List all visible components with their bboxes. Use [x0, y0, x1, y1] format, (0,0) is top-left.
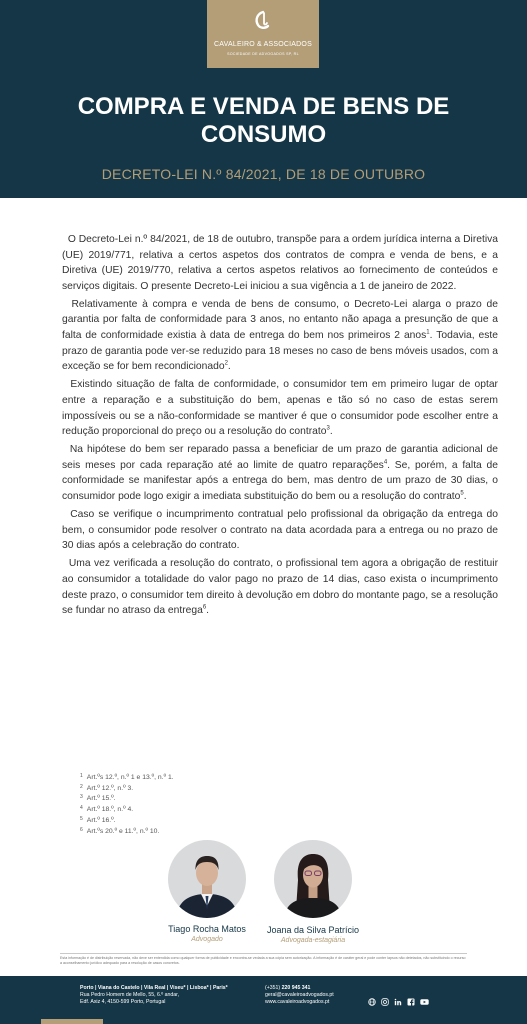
person-name: Joana da Silva Patrício	[266, 925, 360, 935]
footer-phone[interactable]: (+351) 220 945 341	[265, 985, 311, 991]
divider	[60, 953, 467, 954]
title-line-1: COMPRA E VENDA DE BENS DE	[77, 93, 450, 120]
instagram-icon[interactable]	[381, 993, 389, 1001]
title-line-2: CONSUMO	[200, 121, 327, 148]
logo-name: CAVALEIRO & ASSOCIADOS	[214, 41, 312, 48]
footnote-ref-4[interactable]: 4	[383, 459, 388, 466]
footer-offices: Porto | Viana do Castelo | Vila Real | Viseu* | Lisboa* | Paris*	[80, 985, 228, 991]
linkedin-icon[interactable]	[394, 993, 402, 1001]
person-role: Advogada-estagiária	[280, 937, 346, 944]
footer-email[interactable]: geral@cavaleiroadvogados.pt	[265, 992, 334, 998]
person-role: Advogado	[191, 936, 223, 943]
footnote-ref-5[interactable]: 5	[460, 490, 464, 497]
footnote-ref-2[interactable]: 2	[224, 360, 228, 367]
disclaimer: Esta informação é de distribuição reservada, não deve ser entendida como qualquer forma de publicidade e encontra-se vedada a sua cópia sem autorização. A informação é de caráter geral e pode conter lapsos não detetados, não substituindo o recurso a aconselhamento jurídico adequado para a resolução de casos concretos.	[60, 956, 466, 965]
globe-icon[interactable]	[368, 993, 376, 1001]
footer-address-line-2: Edf. Axiz 4, 4150-599 Porto, Portugal	[80, 999, 166, 1005]
footnote-item: $^2$ Art.º 12.º, n.º 3.	[80, 783, 134, 792]
paragraph-1: O Decreto-Lei n.º 84/2021, de 18 de outubro, transpõe para a ordem jurídica interna a Diretiva (UE) 2019/771, relativa a certos aspetos dos contratos de compra e venda de bens, e a Diretiva (UE) 2019/770, relativa a certos aspetos relativos ao fornecimento de conteúdos e serviços digitais. O presente Decreto-Lei iniciou a sua vigência a 1 de janeiro de 2022.	[62, 234, 498, 292]
footnote-item: $^4$ Art.º 18.º, n.º 4.	[80, 805, 134, 814]
paragraph-6: Uma vez verificada a resolução do contrato, o profissional tem agora a obrigação de restituir ao consumidor a totalidade do valor pago no prazo de 14 dias, caso exista o incumprimento deste prazo, o consumidor tem direito à devolução em dobro do montante pago, se a resolução se fundar no atraso da entrega$^6$.	[62, 558, 498, 617]
footnote-item: $^6$ Art.ºs 20.º e 11.º, n.º 10.	[80, 826, 160, 835]
logo-subtitle: SOCIEDADE DE ADVOGADOS SP, RL	[227, 52, 299, 56]
page-title	[0, 93, 527, 149]
avatar-tiago	[168, 840, 246, 918]
header-banner	[0, 0, 527, 198]
footnote-ref-6[interactable]: 6	[202, 604, 207, 611]
youtube-icon[interactable]	[420, 993, 428, 1001]
paragraph-3: Existindo situação de falta de conformidade, o consumidor tem em primeiro lugar de optar entre a reparação e a substituição do bem, apenas e tão só no caso de estas serem impossíveis ou se a não-conformidade se mantiver é que o consumidor pode escolher entre a redução proporcional do preço ou a resolução do contrato$^3$.	[62, 379, 498, 438]
logo[interactable]	[207, 0, 319, 68]
paragraph-2: Relativamente à compra e venda de bens de consumo, o Decreto-Lei alarga o prazo de garantia por falta de conformidade para 3 anos, no entanto não apaga a presunção de que a falta de conformidade existia à data de entrega do bem nos primeiros 2 anos$^1$. Todavia, este prazo de garantia pode ver-se reduzido para 18 meses no caso de bens móveis usados, com a exceção se for bem recondicionado$^2$.	[62, 298, 498, 373]
paragraph-4: Na hipótese do bem ser reparado passa a beneficiar de um prazo de garantia adicional de seis meses por cada reparação até ao limite de quatro reparações$^4$. Se, porém, a falta de conformidade se manifestar após a entrega do bem, mas dentro de um prazo de 30 dias, o consumidor pode logo exigir a imediata substituição do bem ou a resolução do contrato$^5$.	[62, 444, 498, 502]
social-icons	[368, 993, 428, 1003]
paragraph-5: Caso se verifique o incumprimento contratual pelo profissional da obrigação da entrega do bem, o consumidor pode resolver o contrato na data acordada para a entrega ou no prazo de 30 dias após a celebração do contrato.	[62, 509, 498, 552]
footnote-item: $^5$ Art.º 16.º.	[80, 815, 116, 824]
footnote-ref-3[interactable]: 3	[326, 425, 330, 432]
facebook-icon[interactable]	[407, 993, 415, 1001]
footer	[0, 976, 527, 1024]
footnotes	[80, 772, 380, 836]
footer-website[interactable]: www.cavaleiroadvogados.pt	[265, 999, 330, 1005]
footnote-ref-1[interactable]: 1	[426, 329, 430, 336]
footnote-item: $^3$ Art.º 15.º.	[80, 794, 116, 803]
article-body	[62, 232, 498, 621]
person-name: Tiago Rocha Matos	[168, 924, 246, 934]
footer-accent-bar	[41, 1019, 103, 1024]
page-subtitle: DECRETO-LEI N.º 84/2021, DE 18 DE OUTUBRO	[101, 166, 426, 182]
footer-address-line-1: Rua Pedro Homem de Mello, 55, 6.º andar,	[80, 992, 180, 998]
logo-mark-icon	[253, 10, 273, 32]
footnote-item: $^1$ Art.ºs 12.º, n.º 1 e 13.º, n.º 1.	[80, 773, 174, 781]
footer-address-block	[80, 985, 260, 1006]
footer-contact-block	[265, 985, 375, 1006]
avatar-joana	[274, 840, 352, 918]
